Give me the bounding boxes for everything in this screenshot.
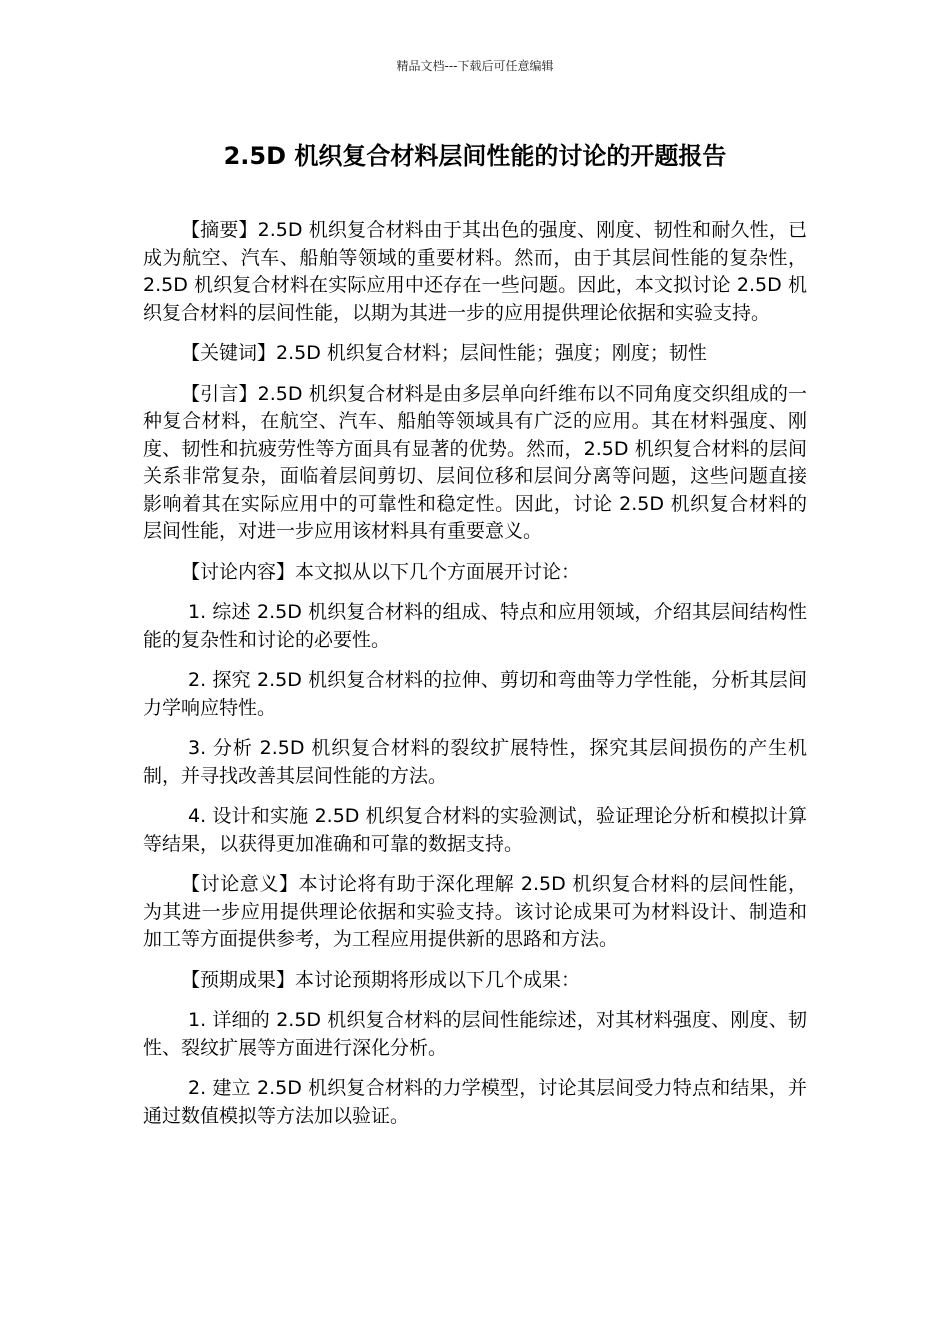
content-item: 3. 分析 2.5D 机织复合材料的裂纹扩展特性，探究其层间损伤的产生机制，并寻找改善其层间性能的方法。 bbox=[143, 737, 807, 787]
outcome-item: 1. 详细的 2.5D 机织复合材料的层间性能综述，对其材料强度、刚度、韧性、裂纹扩展等方面进行深化分析。 bbox=[143, 1009, 807, 1059]
introduction-paragraph: 【引言】2.5D 机织复合材料是由多层单向纤维布以不同角度交织组成的一种复合材料，在航空、汽车、船舶等领域具有广泛的应用。其在材料强度、刚度、韧性和抗疲劳性等方面具有显著的优势。然而，2.5D 机织复合材料的层间关系非常复杂，面临着层间剪切、层间位移和层间分离等问题，这些问题直接影响着其在实际应用中的可靠性和稳定性。因此，讨论 2.5D 机织复合材料的层间性能，对进一步应用该材料具有重要意义。 bbox=[143, 382, 807, 542]
content-item: 1. 综述 2.5D 机织复合材料的组成、特点和应用领域，介绍其层间结构性能的复杂性和讨论的必要性。 bbox=[143, 601, 807, 651]
significance-paragraph: 【讨论意义】本讨论将有助于深化理解 2.5D 机织复合材料的层间性能，为其进一步应用提供理论依据和实验支持。该讨论成果可为材料设计、制造和加工等方面提供参考，为工程应用提供新的思路和方法。 bbox=[143, 873, 807, 950]
content-item: 2. 探究 2.5D 机织复合材料的拉伸、剪切和弯曲等力学性能，分析其层间力学响应特性。 bbox=[143, 669, 807, 719]
abstract-paragraph: 【摘要】2.5D 机织复合材料由于其出色的强度、刚度、韧性和耐久性，已成为航空、汽车、船舶等领域的重要材料。然而，由于其层间性能的复杂性，2.5D 机织复合材料在实际应用中还存在一些问题。因此，本文拟讨论 2.5D 机织复合材料的层间性能，以期为其进一步的应用提供理论依据和实验支持。 bbox=[143, 219, 807, 324]
content-item: 4. 设计和实施 2.5D 机织复合材料的实验测试，验证理论分析和模拟计算等结果，以获得更加准确和可靠的数据支持。 bbox=[143, 805, 807, 855]
content-intro-paragraph: 【讨论内容】本文拟从以下几个方面展开讨论： bbox=[181, 560, 581, 583]
document-body bbox=[143, 217, 807, 1143]
document-title: 2.5D 机织复合材料层间性能的讨论的开题报告 bbox=[223, 142, 727, 170]
header-note: 精品文档---下载后可任意编辑 bbox=[396, 59, 554, 73]
outcomes-intro-paragraph: 【预期成果】本讨论预期将形成以下几个成果： bbox=[181, 968, 581, 991]
keywords-paragraph: 【关键词】2.5D 机织复合材料；层间性能；强度；刚度；韧性 bbox=[181, 342, 707, 364]
outcome-item: 2. 建立 2.5D 机织复合材料的力学模型，讨论其层间受力特点和结果，并通过数值模拟等方法加以验证。 bbox=[143, 1077, 807, 1127]
